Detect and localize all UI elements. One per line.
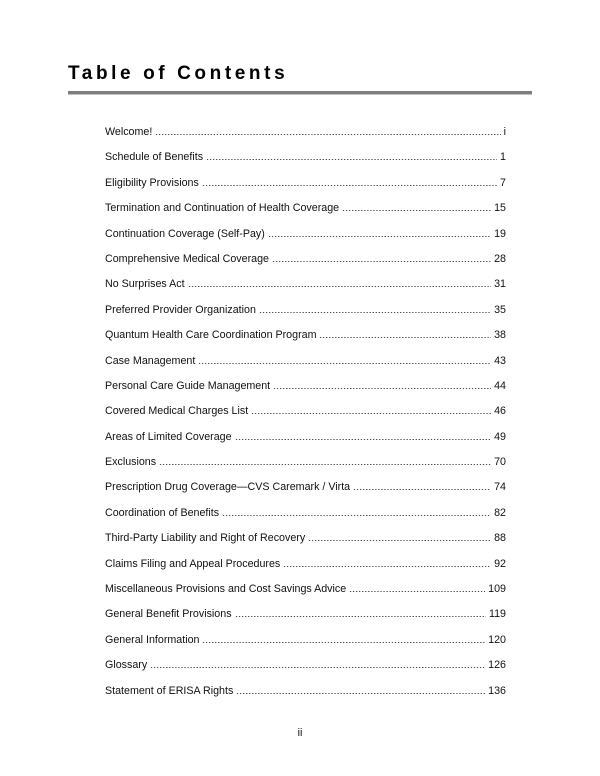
toc-dot-leader bbox=[150, 667, 485, 668]
toc-entry-label: Schedule of Benefits bbox=[105, 151, 204, 164]
toc-entry-page-number: 7 bbox=[500, 176, 506, 189]
toc-entry-label: Welcome! bbox=[105, 126, 153, 138]
toc-entry[interactable] bbox=[105, 526, 506, 551]
toc-dot-leader bbox=[159, 464, 491, 465]
toc-entry-label: Coordination of Benefits bbox=[105, 506, 220, 519]
toc-entry[interactable] bbox=[105, 298, 506, 323]
toc-entry-label: Prescription Drug Coverage—CVS Caremark / Virta bbox=[105, 481, 351, 494]
toc-entry[interactable] bbox=[105, 425, 506, 450]
toc-entry-page-number: 15 bbox=[494, 202, 506, 215]
toc-entry-label: Comprehensive Medical Coverage bbox=[105, 252, 269, 265]
toc-dot-leader bbox=[259, 312, 491, 313]
toc-entry-page-number: 1 bbox=[500, 151, 506, 164]
toc-entry-label: Statement of ERISA Rights bbox=[105, 684, 234, 697]
toc-entry-label: Termination and Continuation of Health Coverage bbox=[105, 202, 340, 215]
toc-entry-label: Eligibility Provisions bbox=[105, 176, 199, 189]
toc-entry[interactable] bbox=[105, 679, 506, 704]
toc-entry-page-number: 74 bbox=[494, 481, 506, 494]
toc-entry-page-number: 49 bbox=[494, 430, 506, 443]
toc-entry[interactable] bbox=[105, 552, 506, 577]
toc-dot-leader bbox=[308, 540, 491, 541]
toc-entry-label: Quantum Health Care Coordination Program bbox=[105, 329, 317, 342]
toc-entry-label: No Surprises Act bbox=[105, 278, 185, 291]
toc-dot-leader bbox=[272, 261, 491, 262]
toc-dot-leader bbox=[202, 185, 497, 186]
toc-entry[interactable] bbox=[105, 349, 506, 374]
toc-entry-page-number: 19 bbox=[494, 227, 506, 240]
toc-entry[interactable] bbox=[105, 323, 506, 348]
toc-entry-label: Exclusions bbox=[105, 456, 157, 469]
toc-dot-leader bbox=[198, 363, 491, 364]
toc-dot-leader bbox=[268, 236, 491, 237]
toc-entry-page-number: 28 bbox=[494, 252, 506, 265]
toc-entry-label: Claims Filing and Appeal Procedures bbox=[105, 557, 281, 570]
toc-dot-leader bbox=[319, 337, 491, 338]
toc-entry-page-number: 46 bbox=[494, 405, 506, 418]
toc-dot-leader bbox=[236, 693, 485, 694]
toc-entry-label: Personal Care Guide Management bbox=[105, 379, 271, 392]
toc-entry-page-number: 88 bbox=[494, 532, 506, 545]
toc-dot-leader bbox=[251, 413, 491, 414]
toc-entry-page-number: 43 bbox=[494, 354, 506, 367]
toc-dot-leader bbox=[283, 566, 491, 567]
toc-dot-leader bbox=[353, 489, 491, 490]
toc-entry[interactable] bbox=[105, 374, 506, 399]
toc-dot-leader bbox=[342, 210, 491, 211]
toc-entry[interactable] bbox=[105, 196, 506, 221]
toc-entry-label: Covered Medical Charges List bbox=[105, 405, 249, 418]
toc-entry[interactable] bbox=[105, 247, 506, 272]
toc-dot-leader bbox=[273, 388, 491, 389]
toc-entry-page-number: i bbox=[503, 126, 506, 138]
table-of-contents-header bbox=[68, 62, 532, 95]
toc-entry[interactable] bbox=[105, 120, 506, 145]
toc-entry-label: Preferred Provider Organization bbox=[105, 303, 256, 316]
toc-entry[interactable] bbox=[105, 501, 506, 526]
toc-entry[interactable] bbox=[105, 653, 506, 678]
toc-entry-page-number: 126 bbox=[488, 659, 506, 672]
toc-entry-page-number: 120 bbox=[488, 633, 506, 646]
toc-entry-page-number: 31 bbox=[494, 278, 506, 291]
toc-dot-leader bbox=[235, 439, 492, 440]
toc-entry-label: Glossary bbox=[105, 659, 148, 672]
toc-entry-label: General Benefit Provisions bbox=[105, 608, 232, 621]
toc-entry-page-number: 136 bbox=[488, 684, 506, 697]
toc-entry[interactable] bbox=[105, 145, 506, 170]
toc-dot-leader bbox=[235, 616, 486, 617]
toc-entry[interactable] bbox=[105, 171, 506, 196]
toc-entry-label: Continuation Coverage (Self-Pay) bbox=[105, 227, 265, 240]
toc-entry[interactable] bbox=[105, 628, 506, 653]
toc-entry-label: General Information bbox=[105, 633, 200, 646]
toc-entry-page-number: 109 bbox=[488, 583, 506, 596]
toc-entry[interactable] bbox=[105, 475, 506, 500]
toc-entry-label: Case Management bbox=[105, 354, 196, 367]
toc-entry[interactable] bbox=[105, 450, 506, 475]
toc-entry[interactable] bbox=[105, 399, 506, 424]
toc-entry[interactable] bbox=[105, 577, 506, 602]
toc-entry[interactable] bbox=[105, 222, 506, 247]
toc-entry-page-number: 92 bbox=[494, 557, 506, 570]
table-of-contents-list bbox=[105, 120, 506, 704]
toc-entry-label: Third-Party Liability and Right of Recovery bbox=[105, 532, 306, 545]
toc-entry[interactable] bbox=[105, 602, 506, 627]
toc-dot-leader bbox=[222, 515, 491, 516]
toc-entry-label: Areas of Limited Coverage bbox=[105, 430, 232, 443]
toc-entry-page-number: 44 bbox=[494, 379, 506, 392]
toc-entry-label: Miscellaneous Provisions and Cost Savings Advice bbox=[105, 583, 347, 596]
toc-dot-leader bbox=[202, 642, 485, 643]
page-footer-number: ii bbox=[297, 727, 303, 739]
toc-dot-leader bbox=[349, 591, 485, 592]
toc-dot-leader bbox=[206, 159, 497, 160]
toc-dot-leader bbox=[188, 286, 492, 287]
toc-entry-page-number: 70 bbox=[494, 456, 506, 469]
toc-entry-page-number: 35 bbox=[494, 303, 506, 316]
toc-entry[interactable] bbox=[105, 272, 506, 297]
title-divider-rule bbox=[68, 91, 532, 95]
toc-entry-page-number: 119 bbox=[488, 608, 506, 621]
toc-dot-leader bbox=[155, 134, 500, 135]
toc-entry-page-number: 38 bbox=[494, 329, 506, 342]
page-title: Table of Contents bbox=[68, 63, 289, 84]
toc-entry-page-number: 82 bbox=[494, 506, 506, 519]
